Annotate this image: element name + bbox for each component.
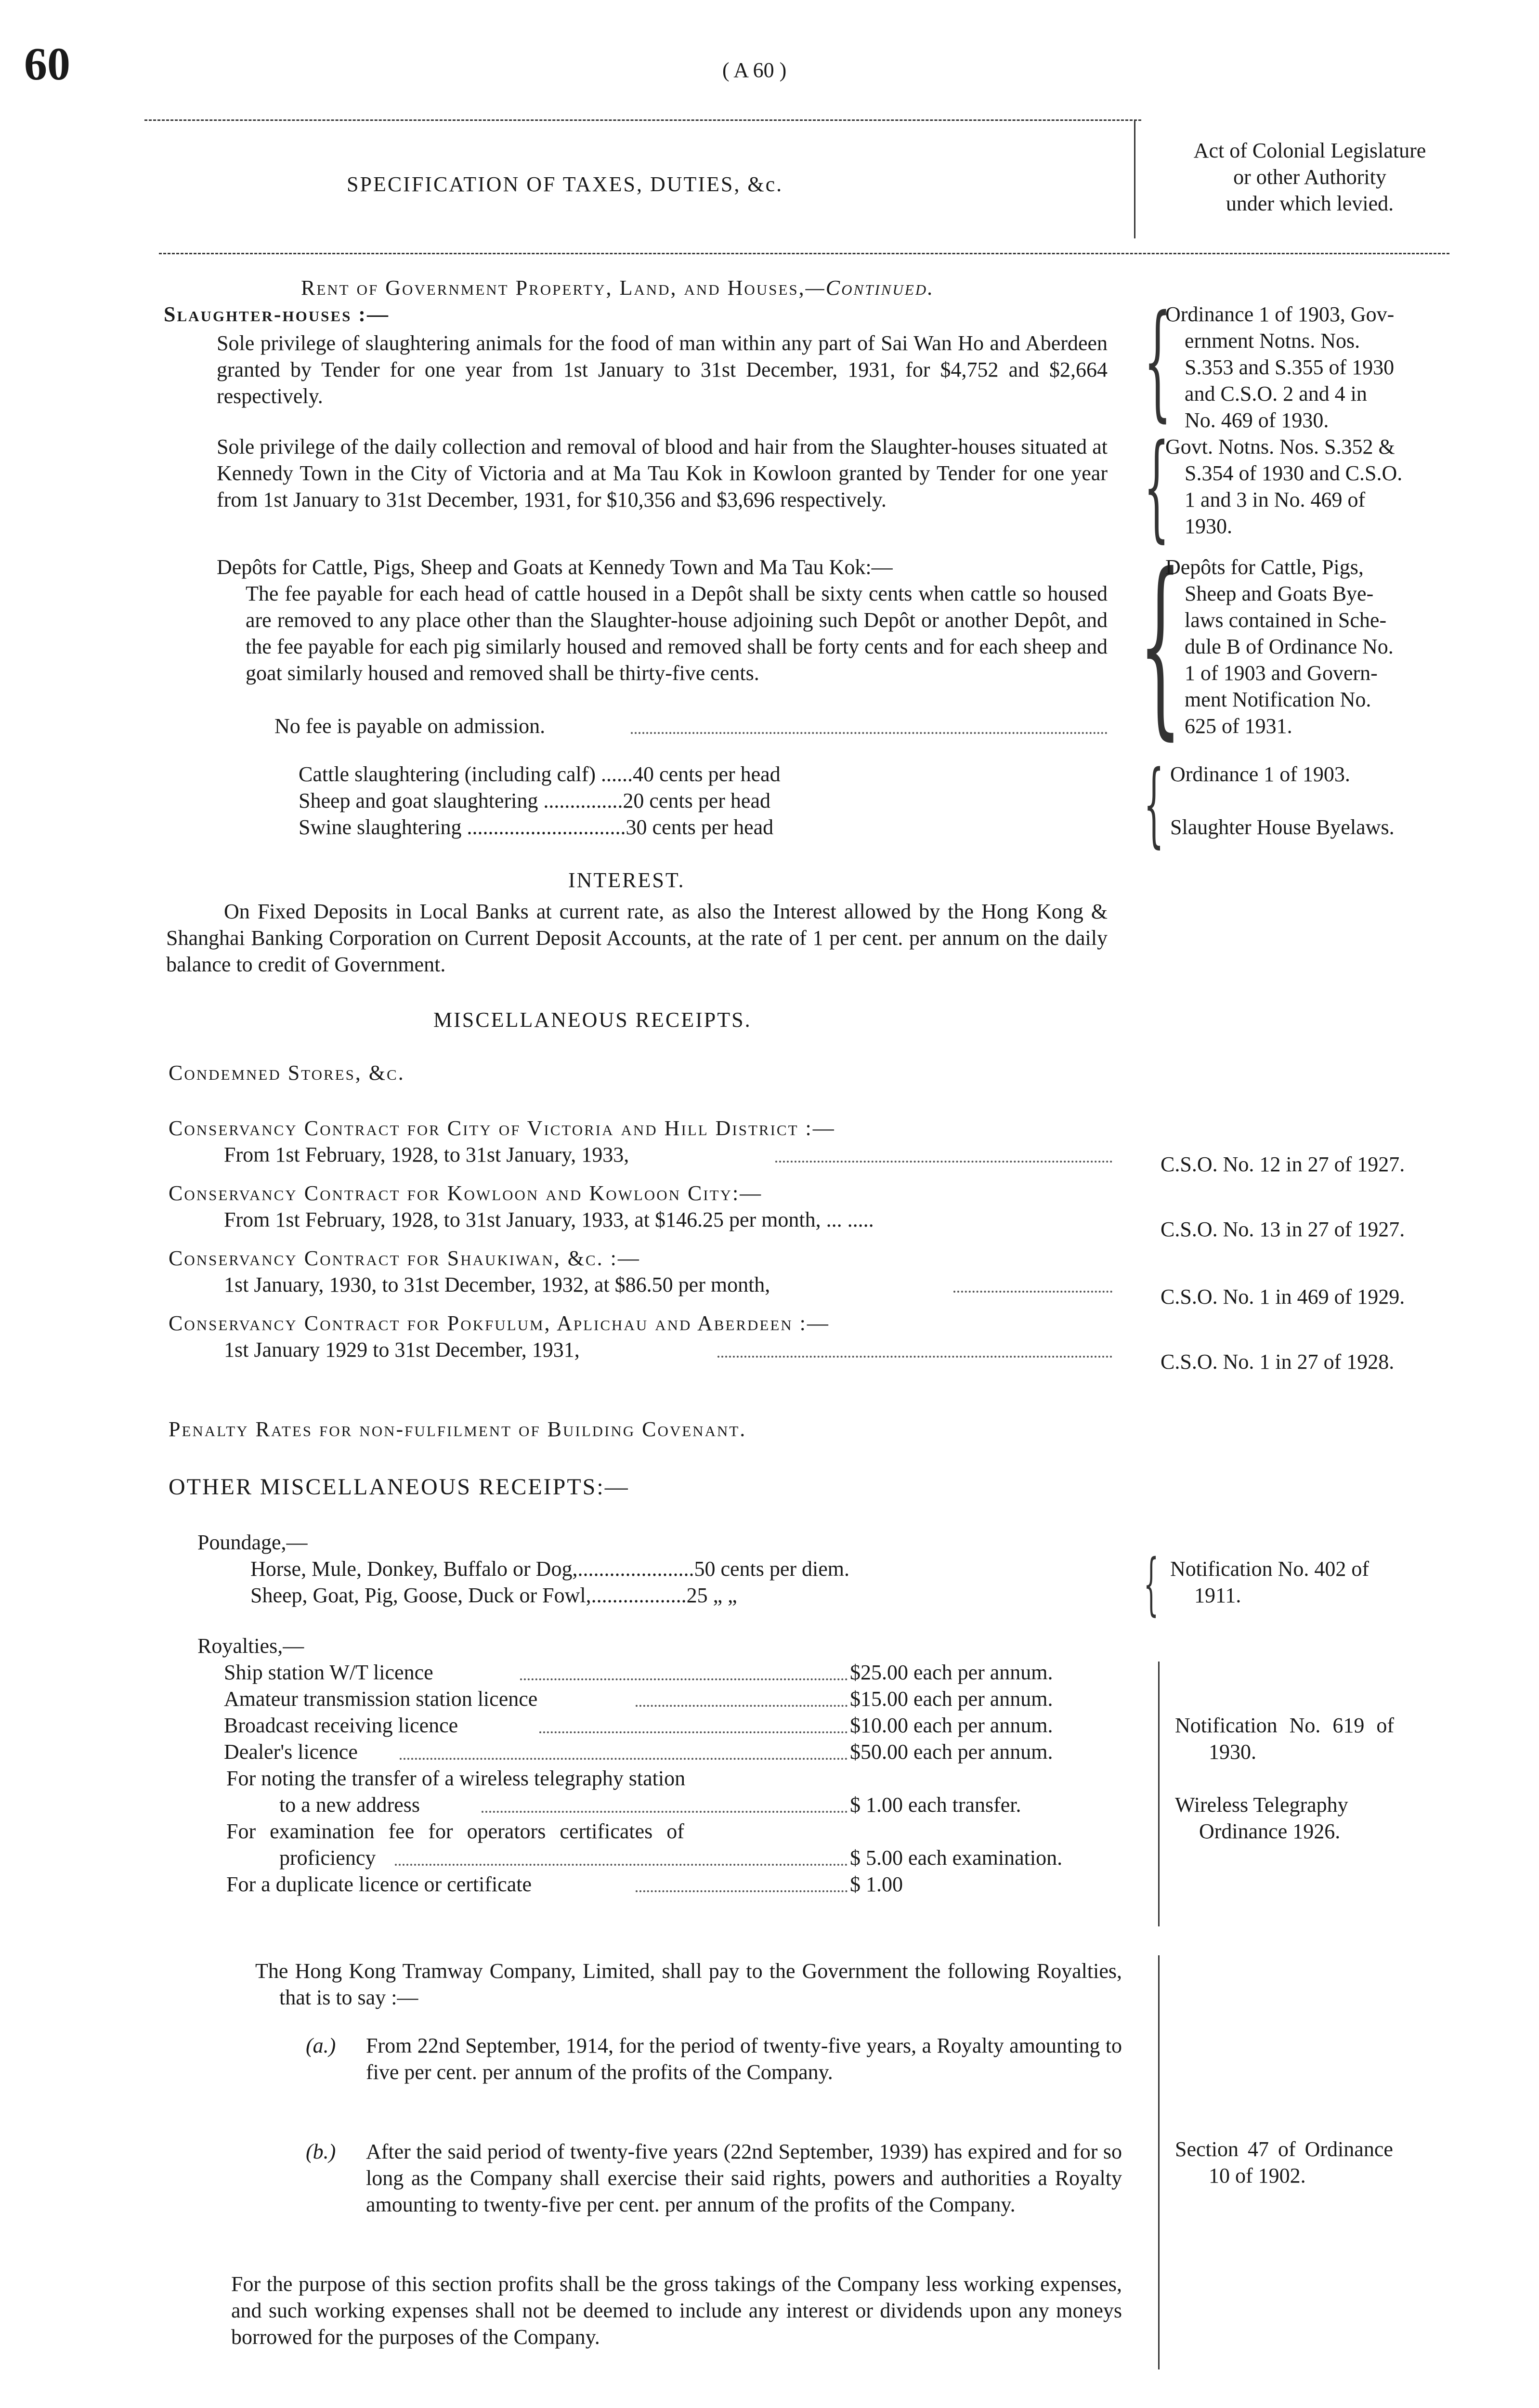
authority-line: ment Notification No.: [1185, 688, 1371, 711]
royalty-noting: For noting the transfer of a wireless telegraphy station: [226, 1767, 686, 1790]
depots-paragraph: The fee payable for each head of cattle housed in a Depôt shall be sixty cents when cattle so housed are removed to any place other than the Slaughter-house adjoining such Depôt or another Depôt, and the fee payable for each pig similarly housed and removed shall be forty cents and for each sheep and goat similarly housed and removed shall be thirty-five cents.: [246, 582, 1108, 685]
contract-pokfulum-title: Conservancy Contract for Pokfulum, Aplichau and Aberdeen :—: [169, 1311, 830, 1335]
condemned-stores: Condemned Stores, &c.: [169, 1061, 405, 1085]
no-fee-line: No fee is payable on admission.: [274, 714, 546, 738]
title-rule: [159, 253, 1449, 254]
contract-kowloon-detail: From 1st February, 1928, to 31st January, 1933, at $146.25 per month, ... .....: [224, 1208, 874, 1231]
interest-text: On Fixed Deposits in Local Banks at current rate, as also the Interest allowed by the Hong Kong & Shanghai Banking Corporation on Current Deposit Accounts, at the rate of 1 per cent. per annum on the daily balance to credit of Government.: [166, 900, 1108, 976]
tramway-b-label: (b.): [306, 2140, 336, 2163]
authority-line: Notification No. 619 of: [1175, 1714, 1395, 1737]
royalty-value: $50.00 each per annum.: [850, 1740, 1053, 1764]
fee-sheep-goat: [299, 787, 770, 814]
authority-line: Notification No. 402 of: [1170, 1557, 1369, 1581]
tramway-b-text: After the said period of twenty-five years (22nd September, 1939) has expired and for so long as the Company shall exercise their said rights, powers and authorities a Royalty amounting to twenty-five per cent. per annum of the profits of the Company.: [366, 2140, 1122, 2216]
authority-line: dule B of Ordinance No.: [1185, 635, 1394, 658]
authority-line: Ordinance 1 of 1903, Gov-: [1165, 302, 1395, 326]
contract-victoria-title: Conservancy Contract for City of Victoria and Hill District :—: [169, 1116, 835, 1140]
contract-kowloon-authority: C.S.O. No. 13 in 27 of 1927.: [1161, 1217, 1405, 1241]
authority-section-47: [1175, 2136, 1474, 2189]
authority-notification-402: [1170, 1556, 1469, 1609]
leader-dots: [717, 1356, 1112, 1358]
authority-line: Ordinance 1926.: [1199, 1819, 1341, 1843]
penalty-rates: Penalty Rates for non-fulfilment of Building Covenant.: [169, 1417, 747, 1441]
page-number: 60: [24, 38, 70, 90]
authority-header-line: or other Authority: [1233, 165, 1386, 189]
tramway-purpose: For the purpose of this section profits shall be the gross takings of the Company less working expenses, and such working expenses shall not be deemed to include any interest or dividends upon any moneys borrowed for the purposes of the Company.: [231, 2272, 1122, 2349]
authority-column-header: [1136, 137, 1483, 217]
authority-ordinance-1903: [1165, 301, 1464, 433]
contract-kowloon-title: Conservancy Contract for Kowloon and Kowloon City:—: [169, 1181, 763, 1205]
authority-line: laws contained in Sche-: [1185, 608, 1387, 632]
fee-value: ......40 cents per head: [601, 762, 781, 786]
fee-label: Cattle slaughtering (including calf): [299, 762, 596, 786]
fee-value: ..............................30 cents per head: [467, 815, 774, 839]
poundage-value: 50 cents per diem.: [694, 1557, 850, 1581]
authority-header-line: Act of Colonial Legislature: [1193, 139, 1426, 162]
poundage-label: Horse, Mule, Donkey, Buffalo or Dog,: [250, 1557, 578, 1581]
interest-heading: INTEREST.: [568, 868, 685, 892]
contract-shaukiwan-detail: 1st January, 1930, to 31st December, 1932, at $86.50 per month,: [224, 1273, 770, 1296]
left-brace-icon: {: [1144, 419, 1170, 554]
tramway-a-text: From 22nd September, 1914, for the period of twenty-five years, a Royalty amounting to five per cent. per annum of the profits of the Company.: [366, 2034, 1122, 2084]
authority-line: Section 47 of Ordinance: [1175, 2137, 1393, 2161]
leader-dots: [482, 1811, 848, 1813]
leader-dots: [395, 1864, 848, 1866]
authority-line: Depôts for Cattle, Pigs,: [1165, 555, 1364, 579]
royalty-value: $15.00 each per annum.: [850, 1687, 1053, 1711]
authority-line: 10 of 1902.: [1209, 2164, 1306, 2187]
fee-value: ...............20 cents per head: [543, 789, 770, 812]
royalty-value: $ 1.00: [850, 1872, 903, 1896]
poundage-row: [250, 1556, 849, 1582]
contract-victoria-detail: From 1st February, 1928, to 31st January, 1933,: [224, 1143, 629, 1166]
poundage-dots: ......................: [577, 1557, 694, 1581]
authority-line: S.353 and S.355 of 1930: [1185, 355, 1395, 379]
contract-shaukiwan-authority: C.S.O. No. 1 in 469 of 1929.: [1161, 1285, 1405, 1309]
authority-line: 1930.: [1209, 1740, 1256, 1764]
authority-line: S.354 of 1930 and C.S.O.: [1185, 461, 1403, 485]
fee-swine: [299, 814, 773, 840]
royalty-value: $ 1.00 each transfer.: [850, 1793, 1021, 1817]
leader-dots: [953, 1291, 1112, 1293]
fee-cattle: [299, 761, 781, 787]
contract-pokfulum-detail: 1st January 1929 to 31st December, 1931,: [224, 1338, 580, 1361]
poundage-row: [250, 1582, 737, 1609]
leader-dots: [400, 1758, 848, 1760]
leader-dots: [636, 1890, 848, 1892]
left-brace-icon: {: [1144, 1545, 1159, 1623]
leader-dots: [539, 1731, 848, 1733]
royalty-row: Dealer's licence: [224, 1740, 358, 1764]
leader-dots: [636, 1705, 848, 1707]
tramway-intro: The Hong Kong Tramway Company, Limited, shall pay to the Government the following Royalties, that is to say :—: [255, 1959, 1122, 2009]
contract-shaukiwan-title: Conservancy Contract for Shaukiwan, &c. :—: [169, 1246, 640, 1270]
authority-line: ernment Notns. Nos.: [1185, 329, 1360, 353]
authority-line: 1 of 1903 and Govern-: [1185, 661, 1378, 685]
royalty-value: $10.00 each per annum.: [850, 1714, 1053, 1737]
rent-heading-text: Rent of Government Property, Land, and Houses,: [301, 276, 806, 300]
authority-header-line: under which levied.: [1226, 192, 1394, 215]
poundage-heading: Poundage,—: [197, 1531, 308, 1554]
fee-label: Swine slaughtering: [299, 815, 462, 839]
authority-wireless-ordinance: [1175, 1792, 1474, 1845]
rent-heading: [301, 275, 934, 301]
poundage-value: 25 „ „: [686, 1584, 737, 1607]
leader-dots: [631, 732, 1108, 734]
fee-label: Sheep and goat slaughtering: [299, 789, 538, 812]
royalty-value: $25.00 each per annum.: [850, 1661, 1053, 1684]
authority-line: Govt. Notns. Nos. S.352 &: [1165, 435, 1395, 458]
slaughter-paragraph-1: Sole privilege of slaughtering animals for the food of man within any part of Sai Wan Ho and Aberdeen granted by Tender for one year from 1st January to 31st December, 1931, for $4,752 and $2,664 respectively.: [217, 331, 1108, 408]
authority-notification-619: [1175, 1712, 1474, 1765]
page-title: SPECIFICATION OF TAXES, DUTIES, &c.: [347, 172, 783, 196]
leader-dots: [775, 1161, 1112, 1163]
misc-heading: MISCELLANEOUS RECEIPTS.: [433, 1008, 752, 1032]
authority-column-divider: [1134, 120, 1135, 238]
authority-ordinance-1903-fees: Ordinance 1 of 1903.: [1170, 762, 1350, 786]
royalty-row: Broadcast receiving licence: [224, 1714, 458, 1737]
contract-victoria-authority: C.S.O. No. 12 in 27 of 1927.: [1161, 1152, 1405, 1176]
tramway-a-label: (a.): [306, 2034, 336, 2057]
royalty-row: Ship station W/T licence: [224, 1661, 433, 1684]
authority-line: 1911.: [1194, 1584, 1241, 1607]
authority-line: 625 of 1931.: [1185, 714, 1292, 738]
royalty-row: Amateur transmission station licence: [224, 1687, 538, 1711]
royalty-exam-proficiency: proficiency: [279, 1846, 376, 1870]
authority-line: Sheep and Goats Bye-: [1185, 582, 1374, 605]
left-brace-icon: {: [1144, 751, 1164, 857]
left-brace-icon: {: [1139, 533, 1182, 757]
leader-dots: [520, 1678, 848, 1680]
contract-pokfulum-authority: C.S.O. No. 1 in 27 of 1928.: [1161, 1350, 1395, 1374]
royalty-bracket: [1158, 1662, 1160, 1926]
royalty-noting-address: to a new address: [279, 1793, 420, 1817]
authority-govt-notns: [1165, 433, 1464, 539]
authority-depots-byelaws: [1165, 554, 1464, 739]
other-misc-heading: OTHER MISCELLANEOUS RECEIPTS:—: [169, 1474, 629, 1500]
slaughter-paragraph-2: Sole privilege of the daily collection and removal of blood and hair from the Slaughter-houses situated at Kennedy Town in the City of Victoria and at Ma Tau Kok in Kowloon granted by Tender for one year from 1st January to 31st December, 1931, for $10,356 and $3,696 respectively.: [217, 435, 1108, 511]
slaughter-heading: Slaughter-houses :—: [164, 302, 390, 326]
tramway-bracket: [1158, 1955, 1160, 2369]
left-brace-icon: {: [1144, 288, 1172, 434]
poundage-dots: ..................: [591, 1584, 687, 1607]
authority-line: and C.S.O. 2 and 4 in: [1185, 382, 1367, 406]
rent-continued: —Continued.: [805, 276, 935, 300]
depots-heading: Depôts for Cattle, Pigs, Sheep and Goats at Kennedy Town and Ma Tau Kok:—: [217, 555, 893, 579]
authority-line: 1930.: [1185, 514, 1232, 538]
authority-line: 1 and 3 in No. 469 of: [1185, 488, 1366, 511]
authority-line: Wireless Telegraphy: [1175, 1793, 1348, 1817]
header-rule: [144, 119, 1141, 121]
royalty-value: $ 5.00 each examination.: [850, 1846, 1063, 1870]
royalties-heading: Royalties,—: [197, 1634, 304, 1658]
authority-line: No. 469 of 1930.: [1185, 408, 1329, 432]
authority-slaughter-byelaws: Slaughter House Byelaws.: [1170, 815, 1395, 839]
royalty-duplicate: For a duplicate licence or certificate: [226, 1872, 532, 1896]
poundage-label: Sheep, Goat, Pig, Goose, Duck or Fowl,: [250, 1584, 591, 1607]
page-reference: ( A 60 ): [722, 58, 787, 82]
royalty-exam: For examination fee for operators certificates of: [226, 1819, 684, 1843]
